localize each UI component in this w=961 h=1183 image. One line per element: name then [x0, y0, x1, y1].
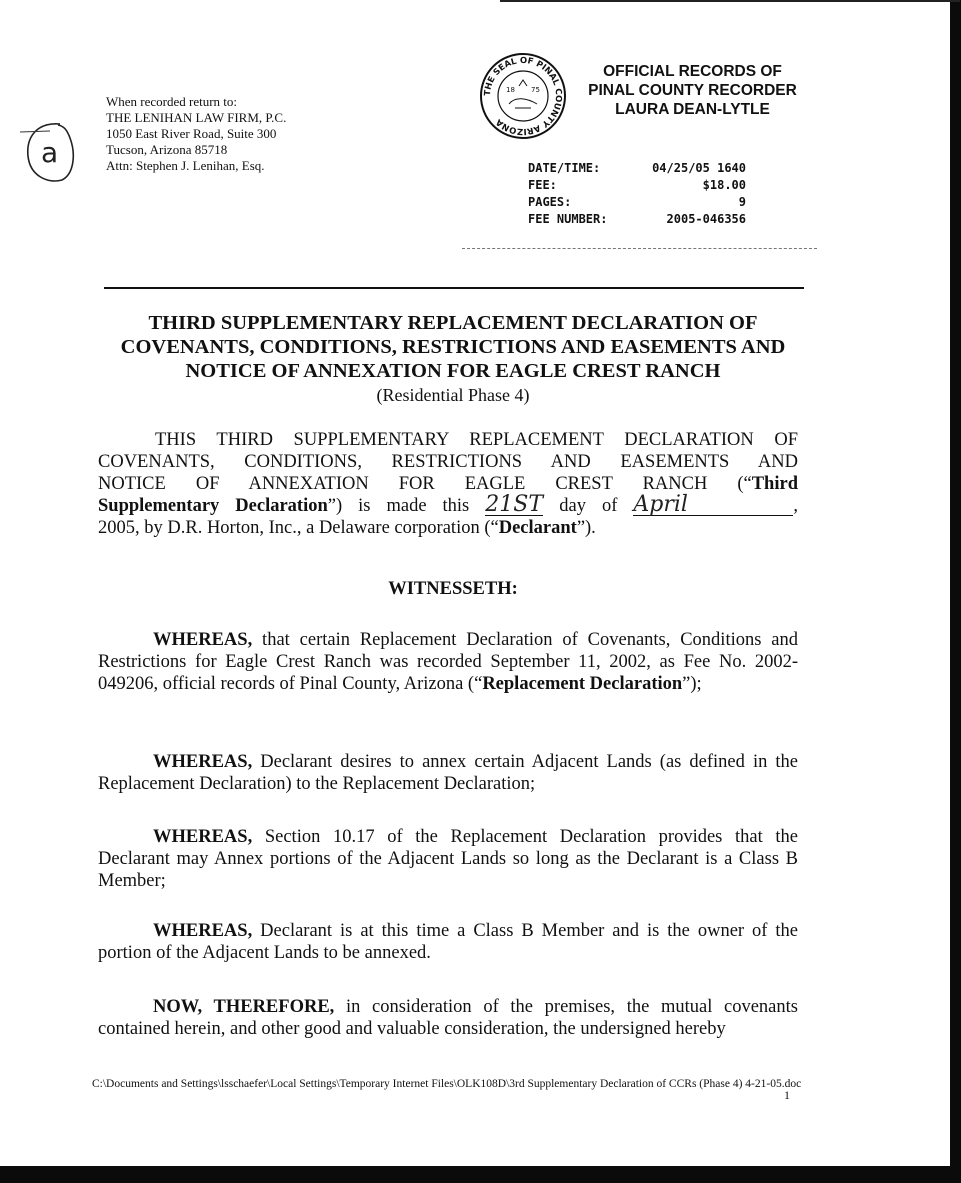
svg-text:THE SEAL OF PINAL COUNTY ARIZO — [483, 56, 563, 136]
handwritten-circled-note — [20, 118, 78, 186]
seal-year-left: 18 — [506, 86, 515, 94]
whereas-clause-3 — [98, 826, 798, 892]
handwritten-month — [633, 492, 793, 517]
intro-line1: THIS THIRD SUPPLEMENTARY REPLACEMENT DECLARATION OF — [155, 430, 798, 450]
recording-info-table — [528, 160, 746, 228]
now-therefore-text: in consideration of the premises, the mutual covenants contained herein, and other good and valuable consideration, the undersigned hereby — [98, 997, 798, 1039]
intro-paragraph — [98, 429, 798, 539]
footer-file-path: C:\Documents and Settings\lsschaefer\Local Settings\Temporary Internet Files\OLK108D\3rd Supplementary Declaration of CCRs (Phase 4) 4-21-05.doc — [92, 1078, 802, 1090]
whereas-lead: WHEREAS, — [153, 921, 253, 941]
dashed-divider — [462, 248, 817, 249]
intro-line3-text: NOTICE OF ANNEXATION FOR EAGLE CREST RANCH (“ — [98, 474, 752, 494]
recorder-header — [575, 62, 810, 119]
intro-line4-dayof: day of — [543, 496, 634, 516]
whereas-clause-2 — [98, 751, 798, 795]
recording-value: 9 — [738, 195, 746, 209]
intro-line4-comma: , — [793, 496, 799, 516]
recording-value: 2005-046356 — [666, 212, 746, 226]
return-address-block — [106, 94, 286, 174]
recording-row-fee-number — [528, 211, 746, 228]
intro-line3-bold: Third — [751, 474, 798, 494]
whereas-text: that certain Replacement Declaration of Covenants, Conditions and Restrictions for Eagle Crest Ranch was recorded September 11, 2002, as Fee No. 2002-049206, official records of Pinal County, Arizona (“ — [98, 630, 798, 694]
document-title — [100, 311, 806, 383]
recording-label: DATE/TIME: — [528, 161, 601, 175]
recording-label: PAGES: — [528, 195, 572, 209]
scan-edge-top — [500, 0, 960, 2]
intro-line5 — [98, 517, 798, 539]
recorder-line3: LAURA DEAN-LYTLE — [615, 101, 770, 118]
now-therefore-lead: NOW, THEREFORE, — [153, 997, 335, 1017]
day-value: 21ST — [485, 492, 544, 517]
scan-edge-bottom — [0, 1166, 961, 1183]
seal-year-right: 75 — [531, 86, 540, 94]
whereas-text: Declarant is at this time a Class B Member and is the owner of the portion of the Adjacent Lands to be annexed. — [98, 921, 798, 963]
return-address-line2: Tucson, Arizona 85718 — [106, 142, 228, 157]
seal-text: THE SEAL OF PINAL COUNTY ARIZONA — [482, 55, 564, 137]
scan-edge-right — [950, 0, 961, 1183]
whereas-end: ”); — [682, 674, 702, 694]
recording-label: FEE: — [528, 178, 557, 192]
page-number: 1 — [784, 1088, 790, 1102]
county-seal-logo — [479, 52, 567, 140]
return-label: When recorded return to: — [106, 94, 238, 109]
recording-row-datetime — [528, 160, 746, 177]
intro-line5-text: 2005, by D.R. Horton, Inc., a Delaware corporation (“ — [98, 518, 499, 538]
whereas-lead: WHEREAS, — [153, 752, 253, 772]
recorder-line2: PINAL COUNTY RECORDER — [588, 82, 797, 99]
witnesseth-heading: WITNESSETH: — [388, 579, 518, 599]
recording-row-fee — [528, 177, 746, 194]
whereas-clause-1 — [98, 629, 798, 695]
intro-defined-term: Supplementary Declaration — [98, 496, 328, 516]
intro-declarant: Declarant — [498, 518, 577, 538]
intro-line2: COVENANTS, CONDITIONS, RESTRICTIONS AND EASEMENTS AND — [98, 452, 798, 472]
title-line3: NOTICE OF ANNEXATION FOR EAGLE CREST RANCH — [185, 360, 721, 382]
recording-value: 04/25/05 1640 — [652, 161, 746, 175]
now-therefore-clause — [98, 996, 798, 1040]
whereas-text: Declarant desires to annex certain Adjacent Lands (as defined in the Replacement Declaration) to the Replacement Declaration; — [98, 752, 798, 794]
return-attn: Attn: Stephen J. Lenihan, Esq. — [106, 158, 265, 173]
intro-line3 — [98, 473, 798, 495]
document-subtitle: (Residential Phase 4) — [376, 385, 530, 405]
return-firm: THE LENIHAN LAW FIRM, P.C. — [106, 110, 287, 125]
header-rule — [104, 287, 804, 289]
intro-line4-text: ”) is made this — [327, 496, 486, 516]
whereas-defined-term: Replacement Declaration — [482, 674, 683, 694]
handwritten-day — [485, 492, 544, 517]
whereas-lead: WHEREAS, — [153, 630, 253, 650]
whereas-lead: WHEREAS, — [153, 827, 253, 847]
recording-label: FEE NUMBER: — [528, 212, 608, 226]
recording-value: $18.00 — [702, 178, 746, 192]
recorder-line1: OFFICIAL RECORDS OF — [603, 63, 782, 80]
title-line1: THIRD SUPPLEMENTARY REPLACEMENT DECLARATION OF — [148, 312, 758, 334]
intro-line4 — [98, 492, 799, 517]
return-address-line1: 1050 East River Road, Suite 300 — [106, 126, 277, 141]
whereas-text: Section 10.17 of the Replacement Declaration provides that the Declarant may Annex portions of the Adjacent Lands so long as the Declarant is a Class B Member; — [98, 827, 798, 891]
title-line2: COVENANTS, CONDITIONS, RESTRICTIONS AND EASEMENTS AND — [120, 336, 786, 358]
margin-note-text: a — [41, 136, 59, 169]
whereas-clause-4 — [98, 920, 798, 964]
intro-line5-end: ”). — [576, 518, 596, 538]
month-value: April — [633, 492, 688, 517]
recording-row-pages — [528, 194, 746, 211]
